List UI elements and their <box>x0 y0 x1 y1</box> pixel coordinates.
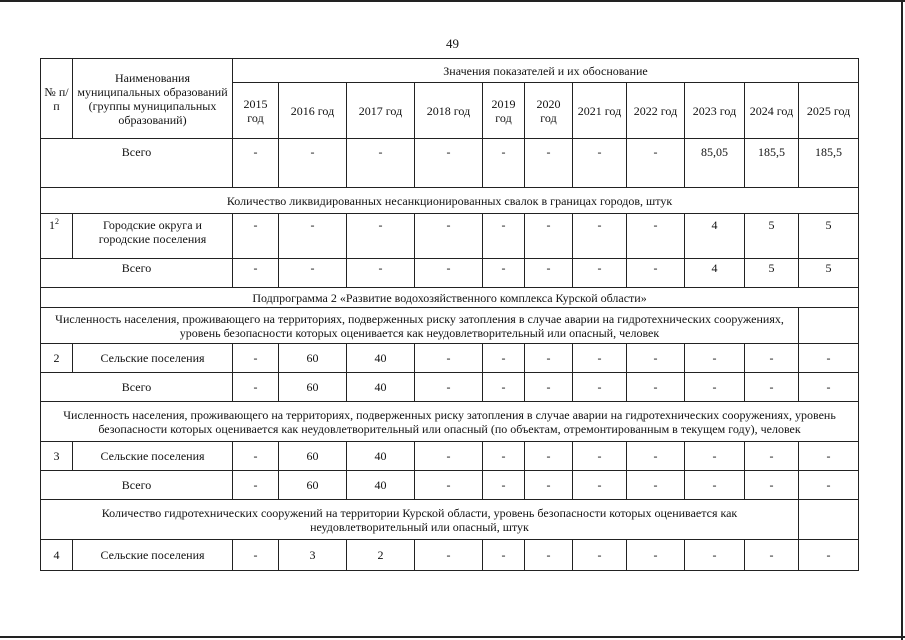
value-cell: - <box>525 214 573 259</box>
value-cell: - <box>415 344 483 373</box>
value-cell: - <box>627 471 685 500</box>
value-cell: 40 <box>347 442 415 471</box>
section-title: Количество гидротехнических сооружений на территории Курской области, уровень безопасности которых оценивается как неудовлетворительный или опасный, штук <box>41 500 799 540</box>
value-cell: - <box>573 344 627 373</box>
value-cell: - <box>525 442 573 471</box>
table-row <box>41 139 859 188</box>
value-cell: - <box>573 214 627 259</box>
header-year: 2018 год <box>415 83 483 139</box>
value-cell: 60 <box>279 373 347 402</box>
value-cell: - <box>525 540 573 571</box>
empty-cell <box>799 308 859 344</box>
value-cell: - <box>573 139 627 188</box>
value-cell: - <box>279 259 347 288</box>
value-cell: - <box>627 373 685 402</box>
value-cell: - <box>415 471 483 500</box>
header-year: 2025 год <box>799 83 859 139</box>
value-cell: 60 <box>279 344 347 373</box>
value-cell: - <box>233 344 279 373</box>
value-cell: - <box>415 259 483 288</box>
value-cell: - <box>685 442 745 471</box>
header-year: 2024 год <box>745 83 799 139</box>
header-year: 2017 год <box>347 83 415 139</box>
header-num: № п/п <box>41 59 73 139</box>
value-cell: - <box>627 259 685 288</box>
value-cell: - <box>799 442 859 471</box>
page-border-top <box>0 0 905 2</box>
value-cell: - <box>525 259 573 288</box>
value-cell: - <box>685 540 745 571</box>
value-cell: 5 <box>745 259 799 288</box>
value-cell: 85,05 <box>685 139 745 188</box>
value-cell: - <box>573 540 627 571</box>
value-cell: - <box>627 214 685 259</box>
value-cell: - <box>573 471 627 500</box>
value-cell: - <box>745 344 799 373</box>
value-cell: 5 <box>799 259 859 288</box>
section-title: Численность населения, проживающего на территориях, подверженных риску затопления в случае аварии на гидротехнических сооружениях, уровень безопасности которых оценивается как неудовлетворительный или опасный, человек <box>41 308 799 344</box>
value-cell: - <box>573 259 627 288</box>
value-cell: - <box>483 259 525 288</box>
value-cell: - <box>627 540 685 571</box>
value-cell: 5 <box>799 214 859 259</box>
value-cell: - <box>525 344 573 373</box>
value-cell: - <box>573 373 627 402</box>
header-year: 2019 год <box>483 83 525 139</box>
row-number: 3 <box>41 442 73 471</box>
value-cell: - <box>415 214 483 259</box>
row-label: Сельские поселения <box>73 442 233 471</box>
header-values: Значения показателей и их обоснование <box>233 59 859 83</box>
header-year: 2022 год <box>627 83 685 139</box>
value-cell: - <box>573 442 627 471</box>
value-cell: - <box>279 139 347 188</box>
total-label: Всего <box>41 259 233 288</box>
page-border-bottom <box>0 636 905 638</box>
section-title: Численность населения, проживающего на территориях, подверженных риску затопления в случае аварии на гидротехнических сооружениях, уровень безопасности которых оценивается как неудовлетворительный или опасный (по объектам, отремонтированным в текущем году), человек <box>41 402 859 442</box>
value-cell: 40 <box>347 471 415 500</box>
value-cell: 2 <box>347 540 415 571</box>
row-label: Сельские поселения <box>73 540 233 571</box>
header-name: Наименования муниципальных образований (группы муниципальных образований) <box>73 59 233 139</box>
value-cell: - <box>415 540 483 571</box>
value-cell: - <box>347 214 415 259</box>
value-cell: - <box>745 442 799 471</box>
table-row <box>41 214 859 259</box>
value-cell: - <box>627 344 685 373</box>
row-label: Городские округа и городские поселения <box>73 214 233 259</box>
subprogram-title: Подпрограмма 2 «Развитие водохозяйственного комплекса Курской области» <box>41 288 859 308</box>
section-row <box>41 402 859 442</box>
value-cell: - <box>745 540 799 571</box>
value-cell: - <box>279 214 347 259</box>
value-cell: - <box>525 471 573 500</box>
value-cell: 4 <box>685 259 745 288</box>
value-cell: - <box>233 259 279 288</box>
value-cell: - <box>233 471 279 500</box>
value-cell: - <box>525 373 573 402</box>
value-cell: - <box>233 214 279 259</box>
page-border-right <box>901 0 903 640</box>
value-cell: 5 <box>745 214 799 259</box>
value-cell: - <box>483 540 525 571</box>
value-cell: - <box>745 471 799 500</box>
value-cell: - <box>347 259 415 288</box>
section-row <box>41 500 859 540</box>
value-cell: - <box>627 442 685 471</box>
value-cell: 40 <box>347 373 415 402</box>
value-cell: - <box>483 214 525 259</box>
total-label: Всего <box>41 139 233 188</box>
total-label: Всего <box>41 373 233 402</box>
section-row <box>41 188 859 214</box>
value-cell: - <box>483 139 525 188</box>
row-number: 4 <box>41 540 73 571</box>
value-cell: - <box>233 139 279 188</box>
subprogram-row <box>41 288 859 308</box>
value-cell: 60 <box>279 471 347 500</box>
table-row <box>41 540 859 571</box>
value-cell: 40 <box>347 344 415 373</box>
value-cell: - <box>685 471 745 500</box>
value-cell: - <box>483 471 525 500</box>
header-year: 2015 год <box>233 83 279 139</box>
value-cell: - <box>745 373 799 402</box>
value-cell: 60 <box>279 442 347 471</box>
row-number <box>41 214 73 259</box>
header-year: 2023 год <box>685 83 745 139</box>
header-year: 2021 год <box>573 83 627 139</box>
value-cell: - <box>483 373 525 402</box>
value-cell: 185,5 <box>799 139 859 188</box>
empty-cell <box>799 500 859 540</box>
value-cell: 4 <box>685 214 745 259</box>
row-label: Сельские поселения <box>73 344 233 373</box>
value-cell: - <box>483 344 525 373</box>
section-row <box>41 308 859 344</box>
value-cell: - <box>627 139 685 188</box>
table-row <box>41 471 859 500</box>
value-cell: - <box>415 139 483 188</box>
value-cell: - <box>525 139 573 188</box>
table-row <box>41 344 859 373</box>
value-cell: - <box>799 344 859 373</box>
value-cell: - <box>233 540 279 571</box>
value-cell: - <box>415 373 483 402</box>
value-cell: - <box>233 442 279 471</box>
footnote-mark: 2 <box>55 217 59 226</box>
row-number: 2 <box>41 344 73 373</box>
table-row <box>41 259 859 288</box>
table-row <box>41 373 859 402</box>
value-cell: - <box>347 139 415 188</box>
row-number-value: 1 <box>49 218 55 232</box>
value-cell: - <box>233 373 279 402</box>
header-year: 2016 год <box>279 83 347 139</box>
indicators-table <box>40 58 859 571</box>
header-year: 2020 год <box>525 83 573 139</box>
value-cell: - <box>799 373 859 402</box>
value-cell: - <box>685 373 745 402</box>
value-cell: - <box>799 471 859 500</box>
value-cell: - <box>483 442 525 471</box>
value-cell: - <box>799 540 859 571</box>
header-row-top <box>41 59 859 83</box>
value-cell: - <box>685 344 745 373</box>
section-title: Количество ликвидированных несанкционированных свалок в границах городов, штук <box>41 188 859 214</box>
table-row <box>41 442 859 471</box>
page-number: 49 <box>446 36 459 51</box>
value-cell: - <box>415 442 483 471</box>
value-cell: 185,5 <box>745 139 799 188</box>
total-label: Всего <box>41 471 233 500</box>
value-cell: 3 <box>279 540 347 571</box>
